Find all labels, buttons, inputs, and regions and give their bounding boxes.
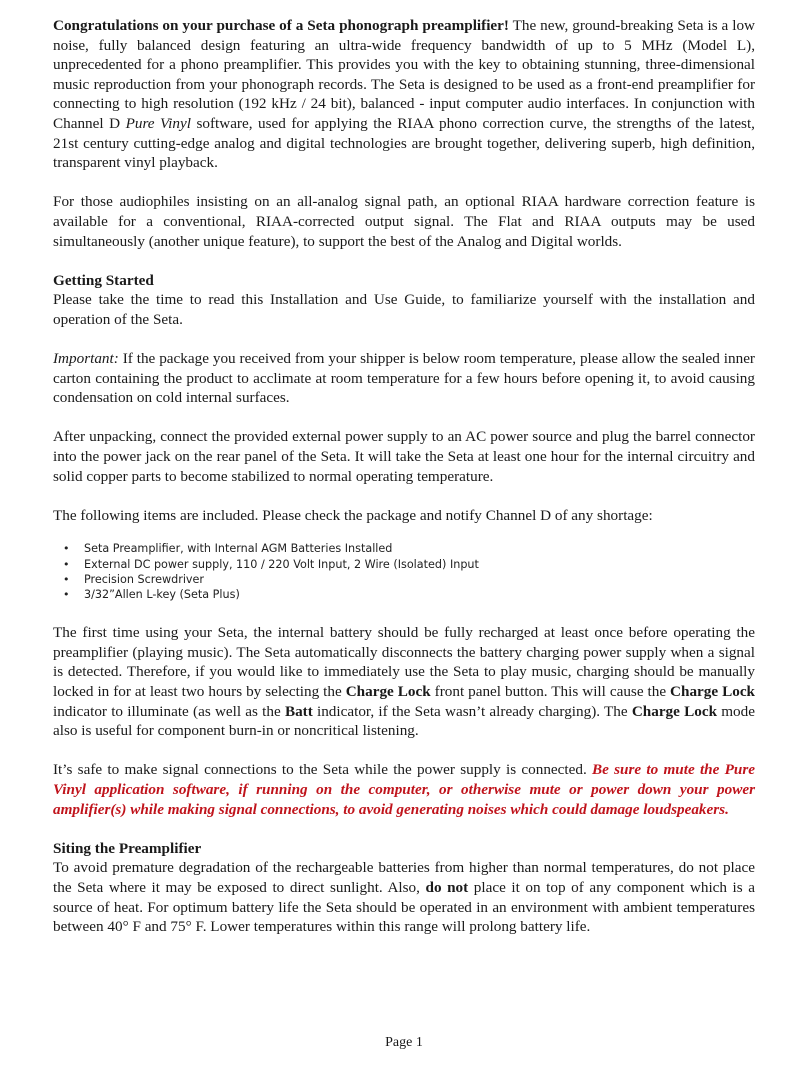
siting-text-2: place it on top of any component which is a source of heat. For optimum battery life the Seta should be operated in an environment with ambient temperatures between 40° F and 75° F. Lower temperatures within this range will prolong battery life. (53, 878, 755, 936)
charge-lock-term: Charge Lock (345, 683, 431, 701)
getting-started-paragraph: Please take the time to read this Installation and Use Guide, to familiarize yourself with the installation and operation of the Seta. (53, 291, 755, 328)
intro-text-2: software, used for applying the RIAA phono correction curve, the strengths of the latest, 21st century cutting-edge analog and digital technologies are brought together, delivering superb, high definition, transparent vinyl playback. (53, 114, 755, 172)
document-page (53, 16, 755, 937)
safe-text: It’s safe to make signal connections to the Seta while the power supply is connected. (53, 761, 593, 779)
important-paragraph (53, 349, 755, 408)
list-item: • Precision Screwdriver (84, 572, 755, 587)
batt-term: Batt (284, 702, 313, 720)
siting-heading: Siting the Preamplifier (53, 839, 202, 857)
list-item: • External DC power supply, 110 / 220 Volt Input, 2 Wire (Isolated) Input (84, 557, 755, 572)
battery-text-1: The first time using your Seta, the internal battery should be fully recharged at least once before operating the preamplifier (playing music). The Seta automatically disconnects the battery charging power supply when a signal is detected. Therefore, if you would like to immediately use the Seta to play music, charging should be manually locked in for at least two hours by selecting the (53, 624, 755, 701)
list-item: • Seta Preamplifier, with Internal AGM Batteries Installed (84, 541, 755, 556)
pure-vinyl-name: Pure Vinyl (125, 114, 191, 132)
battery-text-5: mode also is useful for component burn-in or noncritical listening. (53, 702, 755, 740)
intro-lead: Congratulations on your purchase of a Seta phonograph preamplifier! (53, 17, 509, 34)
list-item: • 3/32”Allen L-key (Seta Plus) (84, 587, 755, 602)
siting-text-1: To avoid premature degradation of the rechargeable batteries from higher than normal temperatures, do not place the Seta where it may be exposed to direct sunlight. Also, (53, 859, 755, 896)
analog-paragraph: For those audiophiles insisting on an all-analog signal path, an optional RIAA hardware correction feature is available for a conventional, RIAA-corrected output signal. The Flat and RIAA outputs may be used simultaneously (another unique feature), to support the best of the Analog and Digital worlds. (53, 193, 755, 250)
siting-paragraph (53, 858, 755, 936)
battery-text-3: indicator to illuminate (as well as the (53, 702, 285, 720)
battery-paragraph (53, 623, 755, 741)
battery-text-2: front panel button. This will cause the (430, 683, 671, 701)
intro-text-1: The new, ground-breaking Seta is a low noise, fully balanced design featuring an ultra-wide frequency bandwidth of up to 5 MHz (Model L), unprecedented for a phono preamplifier. This provides you with the key to obtaining stunning, three-dimensional music reproduction from your phonograph records. The Seta is designed to be used as a front-end preamplifier for connecting to high resolution (192 kHz / 24 bit), balanced - input computer audio interfaces. In conjunction with Channel D (53, 17, 756, 132)
included-items-list (53, 541, 755, 602)
charge-lock-term: Charge Lock (631, 702, 718, 720)
battery-text-4: indicator, if the Seta wasn’t already charging). The (312, 702, 632, 720)
intro-paragraph (53, 16, 755, 173)
unpacking-paragraph: After unpacking, connect the provided external power supply to an AC power source and plug the barrel connector into the power jack on the rear panel of the Seta. It will take the Seta at least one hour for the internal circuitry and solid copper parts to become stabilized to normal operating temperature. (53, 428, 755, 485)
included-paragraph: The following items are included. Please check the package and notify Channel D of any shortage: (53, 506, 653, 524)
important-label: Important: (53, 350, 119, 368)
important-text: If the package you received from your shipper is below room temperature, please allow the sealed inner carton containing the product to acclimate at room temperature for a few hours before opening it, to avoid causing condensation on cold internal surfaces. (53, 350, 755, 407)
charge-lock-term: Charge Lock (670, 683, 756, 701)
do-not-term: do not (425, 878, 469, 896)
getting-started-heading: Getting Started (53, 271, 154, 289)
mute-warning: Be sure to mute the Pure Vinyl application software, if running on the computer, or otherwise mute or power down your power amplifier(s) while making signal connections, to avoid generating noises which could damage loudspeakers. (53, 761, 755, 818)
page-number: Page 1 (385, 1035, 423, 1050)
safe-paragraph (53, 760, 755, 819)
